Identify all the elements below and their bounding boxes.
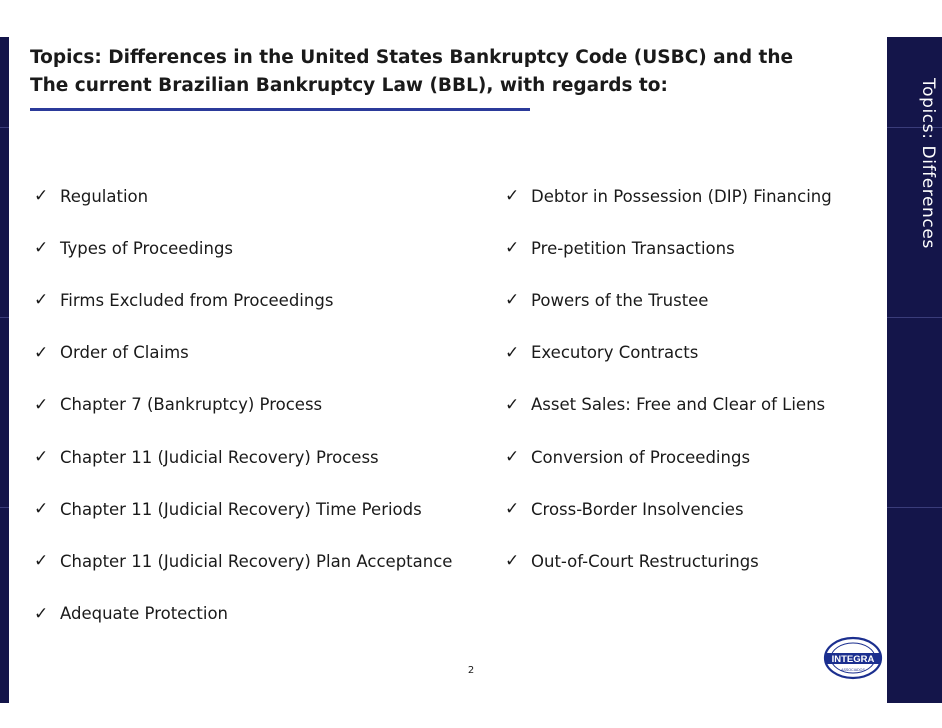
- page-number: 2: [467, 665, 475, 676]
- topic-item: [505, 327, 875, 379]
- checkmark-icon: ✓: [505, 499, 520, 520]
- logo-subtext: ASSOCIADOS: [841, 668, 865, 672]
- topic-item: [34, 379, 484, 431]
- topic-item: [505, 170, 875, 222]
- checkmark-icon: ✓: [505, 290, 520, 311]
- topic-item: [505, 535, 875, 587]
- topic-item: [34, 274, 484, 326]
- left-topic-list: [34, 170, 484, 640]
- checkmark-icon: ✓: [34, 499, 49, 520]
- topic-label: Regulation: [60, 186, 149, 206]
- topic-item: [505, 274, 875, 326]
- title-line-2: The current Brazilian Bankruptcy Law (BBL), with regards to:: [30, 75, 668, 96]
- checkmark-icon: ✓: [505, 551, 520, 572]
- checkmark-icon: ✓: [34, 603, 49, 624]
- topic-label: Powers of the Trustee: [531, 290, 709, 310]
- bar-separator: [0, 507, 9, 508]
- topic-label: Asset Sales: Free and Clear of Liens: [531, 395, 826, 415]
- right-topic-list: [505, 170, 875, 588]
- topic-item: [34, 222, 484, 274]
- topic-item: [34, 170, 484, 222]
- topic-label: Firms Excluded from Proceedings: [60, 290, 334, 310]
- topic-label: Chapter 11 (Judicial Recovery) Process: [60, 447, 379, 467]
- slide-title: [30, 44, 880, 100]
- topic-item: [34, 483, 484, 535]
- topic-item: [34, 431, 484, 483]
- topic-label: Chapter 7 (Bankruptcy) Process: [60, 395, 323, 415]
- checkmark-icon: ✓: [34, 394, 49, 415]
- left-decorative-bar: [0, 37, 9, 703]
- topic-item: [505, 222, 875, 274]
- topic-item: [34, 535, 484, 587]
- topic-label: Conversion of Proceedings: [531, 447, 751, 467]
- topic-label: Adequate Protection: [60, 604, 229, 624]
- bar-separator: [0, 317, 9, 318]
- section-label: Topics: Differences: [918, 78, 938, 249]
- checkmark-icon: ✓: [505, 342, 520, 363]
- logo-text: INTEGRA: [831, 654, 875, 665]
- topic-label: Types of Proceedings: [60, 238, 234, 258]
- checkmark-icon: ✓: [34, 290, 49, 311]
- topic-label: Order of Claims: [60, 343, 189, 363]
- checkmark-icon: ✓: [505, 394, 520, 415]
- topic-item: [505, 431, 875, 483]
- topic-item: [34, 327, 484, 379]
- topic-label: Out-of-Court Restructurings: [531, 551, 759, 571]
- bar-separator: [887, 317, 942, 318]
- bar-separator: [0, 127, 9, 128]
- checkmark-icon: ✓: [505, 447, 520, 468]
- topic-label: Cross-Border Insolvencies: [531, 499, 744, 519]
- checkmark-icon: ✓: [34, 447, 49, 468]
- topic-label: Pre-petition Transactions: [531, 238, 735, 258]
- topic-item: [505, 379, 875, 431]
- checkmark-icon: ✓: [34, 238, 49, 259]
- checkmark-icon: ✓: [505, 238, 520, 259]
- checkmark-icon: ✓: [34, 186, 49, 207]
- checkmark-icon: ✓: [34, 551, 49, 572]
- topic-label: Chapter 11 (Judicial Recovery) Plan Acceptance: [60, 551, 453, 571]
- checkmark-icon: ✓: [34, 342, 49, 363]
- topic-label: Executory Contracts: [531, 343, 699, 363]
- topic-label: Chapter 11 (Judicial Recovery) Time Periods: [60, 499, 422, 519]
- title-line-1: Topics: Differences in the United States Bankruptcy Code (USBC) and the: [30, 47, 794, 68]
- topic-item: [505, 483, 875, 535]
- topic-item: [34, 588, 484, 640]
- title-underline: [30, 108, 530, 111]
- integra-logo: [822, 636, 884, 680]
- topic-label: Debtor in Possession (DIP) Financing: [531, 186, 832, 206]
- checkmark-icon: ✓: [505, 186, 520, 207]
- bar-separator: [887, 507, 942, 508]
